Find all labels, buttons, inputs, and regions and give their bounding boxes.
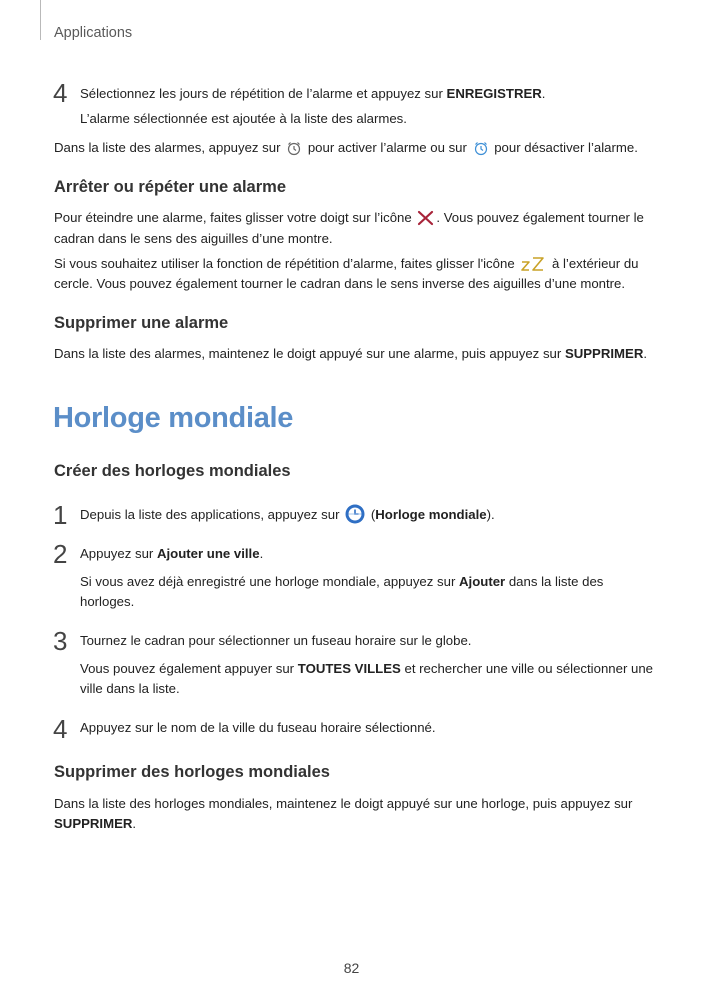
- step-note: Si vous avez déjà enregistré une horloge mondiale, appuyez sur Ajouter dans la liste des: [80, 574, 604, 589]
- world-clock-app-icon: [345, 504, 365, 530]
- step-note: Vous pouvez également appuyer sur TOUTES VILLES et rechercher une ville ou sélectionner une: [80, 661, 654, 676]
- section-heading: Supprimer des horloges mondiales: [54, 763, 330, 781]
- alarm-clock-off-icon: [286, 140, 302, 162]
- step-text: Appuyez sur Ajouter une ville.: [80, 546, 264, 561]
- section-heading: Créer des horloges mondiales: [54, 462, 291, 480]
- page-number: 82: [343, 960, 360, 976]
- delete-keyword: SUPPRIMER: [54, 816, 133, 831]
- paragraph-line: cercle. Vous pouvez également tourner le cadran dans le sens inverse des aiguilles d’une montre.: [54, 276, 626, 291]
- paragraph-line: Dans la liste des alarmes, maintenez le doigt appuyé sur une alarme, puis appuyez sur SUPPRIMER.: [54, 346, 648, 361]
- step-number: 2: [53, 539, 68, 569]
- step-note: L’alarme sélectionnée est ajoutée à la liste des alarmes.: [80, 111, 407, 126]
- step-number: 4: [53, 78, 68, 108]
- step-text: Sélectionnez les jours de répétition de l’alarme et appuyez sur ENREGISTRER.: [80, 86, 546, 101]
- step-number: 4: [53, 714, 68, 744]
- app-name: Horloge mondiale: [375, 507, 487, 522]
- dismiss-x-icon: [417, 210, 434, 232]
- all-cities-keyword: TOUTES VILLES: [297, 661, 401, 676]
- paragraph-line: cadran dans le sens des aiguilles d’une montre.: [54, 231, 333, 246]
- step-text: Tournez le cadran pour sélectionner un fuseau horaire sur le globe.: [80, 633, 472, 648]
- add-city-keyword: Ajouter une ville: [156, 546, 260, 561]
- toggle-instruction: Dans la liste des alarmes, appuyez sur pour activer l’alarme ou sur pour désactiver l’alarme.: [54, 138, 638, 162]
- step-text: Depuis la liste des applications, appuyez sur (Horloge mondiale).: [80, 504, 495, 530]
- paragraph-line: Pour éteindre une alarme, faites glisser votre doigt sur l’icône . Vous pouvez également tourner le: [54, 208, 644, 232]
- step-note: ville dans la liste.: [80, 681, 180, 696]
- step-number: 1: [53, 500, 68, 530]
- chapter-title: Horloge mondiale: [53, 402, 294, 434]
- paragraph-line: Dans la liste des horloges mondiales, maintenez le doigt appuyé sur une horloge, puis appuyez sur: [54, 796, 633, 811]
- paragraph-line: Si vous souhaitez utiliser la fonction de répétition d’alarme, faites glisser l'icône à l’extérieur du: [54, 254, 639, 278]
- section-heading: Supprimer une alarme: [54, 314, 229, 332]
- section-heading: Arrêter ou répéter une alarme: [54, 178, 287, 196]
- add-keyword: Ajouter: [459, 574, 506, 589]
- header-rule: [40, 0, 41, 40]
- step-text: Appuyez sur le nom de la ville du fuseau horaire sélectionné.: [80, 720, 436, 735]
- step-number: 3: [53, 626, 68, 656]
- save-keyword: ENREGISTRER: [446, 86, 542, 101]
- delete-keyword: SUPPRIMER: [564, 346, 644, 361]
- step-note: horloges.: [80, 594, 135, 609]
- alarm-clock-on-icon: [473, 140, 489, 162]
- paragraph-line: SUPPRIMER.: [54, 816, 137, 831]
- section-header: Applications: [54, 25, 133, 41]
